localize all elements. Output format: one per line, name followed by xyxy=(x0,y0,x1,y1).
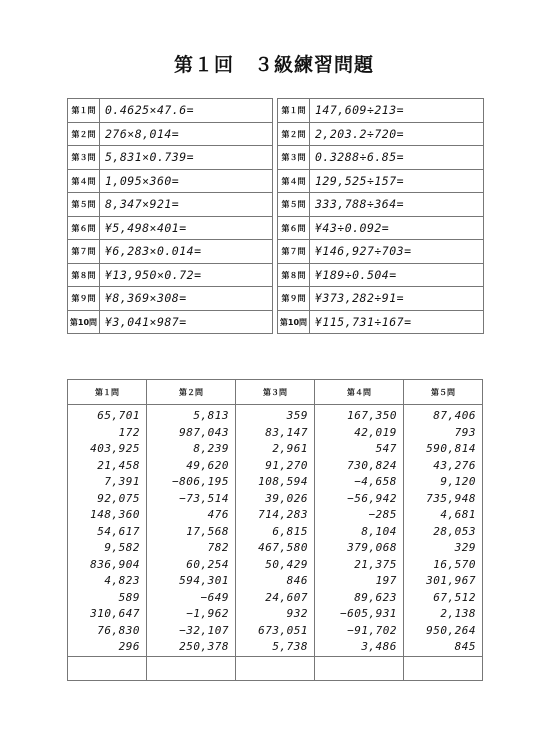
addition-number: 7,391 xyxy=(104,475,141,488)
multiplication-problem-row xyxy=(68,310,273,334)
addition-number: 21,458 xyxy=(97,458,141,472)
addition-number: 547 xyxy=(375,442,397,455)
addition-number: 76,830 xyxy=(97,623,141,637)
addition-number: 5,813 xyxy=(193,409,229,422)
problem-expression: ¥146,927÷703= xyxy=(310,240,484,264)
addition-number: 65,701 xyxy=(97,409,141,422)
addition-number: 8,104 xyxy=(361,524,397,538)
addition-number: 5,738 xyxy=(272,640,308,653)
addition-number: 49,620 xyxy=(186,458,229,472)
addition-number: 250,378 xyxy=(179,640,229,653)
division-problem-row xyxy=(278,310,484,334)
division-problem-row xyxy=(278,193,484,217)
problem-expression: ¥189÷0.504= xyxy=(310,263,484,287)
addition-number: −1,962 xyxy=(186,607,229,620)
division-problem-row xyxy=(278,287,484,311)
problem-number-label: 第１問 xyxy=(278,99,310,123)
problem-number-label: 第４問 xyxy=(68,169,100,193)
addition-number: 91,270 xyxy=(265,458,308,472)
multiplication-problem-row xyxy=(68,169,273,193)
problem-expression: 129,525÷157= xyxy=(310,169,484,193)
addition-number: 108,594 xyxy=(258,475,308,488)
addition-number: 42,019 xyxy=(354,425,397,439)
answer-total-cell[interactable] xyxy=(147,657,236,681)
addition-problems-table xyxy=(67,379,483,681)
multiplication-problem-row xyxy=(68,216,273,240)
problem-expression: ¥8,369×308= xyxy=(100,287,273,311)
problem-expression: ¥6,283×0.014= xyxy=(100,240,273,264)
addition-number: 197 xyxy=(375,574,397,587)
problem-expression: ¥13,950×0.72= xyxy=(100,263,273,287)
addition-number: 4,681 xyxy=(440,508,476,521)
addition-column-header: 第３問 xyxy=(235,380,314,405)
addition-number: 329 xyxy=(454,541,476,554)
addition-number: 359 xyxy=(286,409,308,422)
multiplication-problem-row xyxy=(68,287,273,311)
multiplication-problem-row xyxy=(68,193,273,217)
addition-number: 3,486 xyxy=(361,640,397,653)
addition-number: 39,026 xyxy=(265,491,308,505)
addition-column-header: 第２問 xyxy=(147,380,236,405)
addition-number: 167,350 xyxy=(347,409,397,422)
problem-number-label: 第７問 xyxy=(278,240,310,264)
answer-total-cell[interactable] xyxy=(403,657,482,681)
addition-column xyxy=(147,405,236,657)
problem-expression: 1,095×360= xyxy=(100,169,273,193)
division-problems-table xyxy=(277,98,484,334)
problem-expression: 147,609÷213= xyxy=(310,99,484,123)
addition-number: 735,948 xyxy=(426,491,476,505)
problem-number-label: 第３問 xyxy=(278,146,310,170)
addition-number: 83,147 xyxy=(265,425,308,439)
addition-number: 846 xyxy=(286,574,308,587)
division-problem-row xyxy=(278,169,484,193)
addition-number: 301,967 xyxy=(426,574,476,587)
addition-number: 89,623 xyxy=(354,590,397,604)
problem-expression: 276×8,014= xyxy=(100,122,273,146)
addition-number: 50,429 xyxy=(265,557,308,571)
problem-expression: ¥373,282÷91= xyxy=(310,287,484,311)
addition-number: −4,658 xyxy=(354,475,397,488)
addition-number: 845 xyxy=(454,640,476,653)
addition-number: 21,375 xyxy=(354,557,397,571)
problem-number-label: 第６問 xyxy=(278,216,310,240)
addition-number: 836,904 xyxy=(90,557,141,571)
addition-number: −285 xyxy=(368,508,397,521)
addition-number: 714,283 xyxy=(258,508,308,521)
addition-column-header: 第５問 xyxy=(403,380,482,405)
addition-number: 17,568 xyxy=(186,524,229,538)
addition-number: 467,580 xyxy=(258,541,308,554)
problem-number-label: 第８問 xyxy=(278,263,310,287)
problem-expression: ¥115,731÷167= xyxy=(310,310,484,334)
addition-number: 403,925 xyxy=(90,442,141,455)
addition-number: 4,823 xyxy=(104,574,141,587)
addition-column xyxy=(403,405,482,657)
addition-number: −91,702 xyxy=(347,623,397,637)
addition-number: 476 xyxy=(207,508,229,521)
addition-column xyxy=(315,405,404,657)
addition-number: 594,301 xyxy=(179,574,229,587)
addition-number: 730,824 xyxy=(347,458,397,472)
addition-number: 67,512 xyxy=(433,590,476,604)
addition-number: 310,647 xyxy=(90,607,141,620)
addition-number: 9,120 xyxy=(440,475,476,488)
problem-expression: 0.3288÷6.85= xyxy=(310,146,484,170)
addition-number: 987,043 xyxy=(179,425,229,439)
division-problem-row xyxy=(278,122,484,146)
addition-number: 6,815 xyxy=(272,524,308,538)
problem-number-label: 第９問 xyxy=(278,287,310,311)
multiplication-problem-row xyxy=(68,263,273,287)
addition-column-header: 第１問 xyxy=(68,380,147,405)
addition-number: 148,360 xyxy=(90,508,141,521)
multiplication-problem-row xyxy=(68,146,273,170)
addition-number: −649 xyxy=(200,590,229,604)
multiplication-problem-row xyxy=(68,240,273,264)
division-problem-row xyxy=(278,216,484,240)
answer-total-cell[interactable] xyxy=(68,657,147,681)
addition-column-header: 第４問 xyxy=(315,380,404,405)
addition-number: 590,814 xyxy=(426,442,476,455)
answer-total-cell[interactable] xyxy=(235,657,314,681)
addition-number: −73,514 xyxy=(179,491,229,505)
addition-number: 673,051 xyxy=(258,623,308,637)
multiplication-problem-row xyxy=(68,99,273,123)
problem-number-label: 第３問 xyxy=(68,146,100,170)
addition-column xyxy=(235,405,314,657)
addition-number: 8,239 xyxy=(193,442,229,455)
addition-number: 172 xyxy=(118,425,141,439)
addition-number: 950,264 xyxy=(426,623,476,637)
problem-number-label: 第５問 xyxy=(278,193,310,217)
addition-number: 87,406 xyxy=(433,409,476,422)
problem-number-label: 第７問 xyxy=(68,240,100,264)
addition-number: 43,276 xyxy=(433,458,476,472)
page-title: 第１回 ３級練習問題 xyxy=(173,54,374,76)
addition-number: −56,942 xyxy=(347,491,397,505)
problem-number-label: 第４問 xyxy=(278,169,310,193)
multiplication-problem-row xyxy=(68,122,273,146)
addition-number: 54,617 xyxy=(97,524,141,538)
problem-number-label: 第２問 xyxy=(278,122,310,146)
addition-number: 92,075 xyxy=(97,491,141,505)
addition-number: −32,107 xyxy=(179,623,229,637)
division-problem-row xyxy=(278,240,484,264)
addition-number: 782 xyxy=(207,541,229,554)
problem-number-label: 第10問 xyxy=(68,310,100,334)
problem-expression: ¥3,041×987= xyxy=(100,310,273,334)
problem-number-label: 第９問 xyxy=(68,287,100,311)
division-problem-row xyxy=(278,146,484,170)
addition-number: 24,607 xyxy=(265,590,308,604)
addition-number: 379,068 xyxy=(347,541,397,554)
problem-number-label: 第10問 xyxy=(278,310,310,334)
addition-column xyxy=(68,405,147,657)
addition-number: 2,138 xyxy=(440,607,476,620)
problem-expression: 0.4625×47.6= xyxy=(100,99,273,123)
addition-number: 793 xyxy=(454,425,476,439)
division-problem-row xyxy=(278,263,484,287)
problem-expression: ¥5,498×401= xyxy=(100,216,273,240)
answer-total-cell[interactable] xyxy=(315,657,404,681)
addition-number: −806,195 xyxy=(171,475,229,488)
multiplication-problems-table xyxy=(67,98,273,334)
division-problem-row xyxy=(278,99,484,123)
addition-number: −605,931 xyxy=(339,607,397,620)
problem-number-label: 第８問 xyxy=(68,263,100,287)
problem-expression: 333,788÷364= xyxy=(310,193,484,217)
addition-number: 2,961 xyxy=(272,442,308,455)
problem-number-label: 第２問 xyxy=(68,122,100,146)
addition-number: 28,053 xyxy=(433,524,476,538)
problem-expression: ¥43÷0.092= xyxy=(310,216,484,240)
problem-expression: 2,203.2÷720= xyxy=(310,122,484,146)
addition-number: 9,582 xyxy=(104,541,141,554)
problem-number-label: 第１問 xyxy=(68,99,100,123)
addition-number: 60,254 xyxy=(186,557,229,571)
addition-number: 932 xyxy=(286,607,308,620)
problem-number-label: 第６問 xyxy=(68,216,100,240)
problem-expression: 5,831×0.739= xyxy=(100,146,273,170)
problem-number-label: 第５問 xyxy=(68,193,100,217)
problem-expression: 8,347×921= xyxy=(100,193,273,217)
addition-number: 16,570 xyxy=(433,557,476,571)
addition-number: 296 xyxy=(118,640,141,653)
addition-number: 589 xyxy=(118,590,141,604)
